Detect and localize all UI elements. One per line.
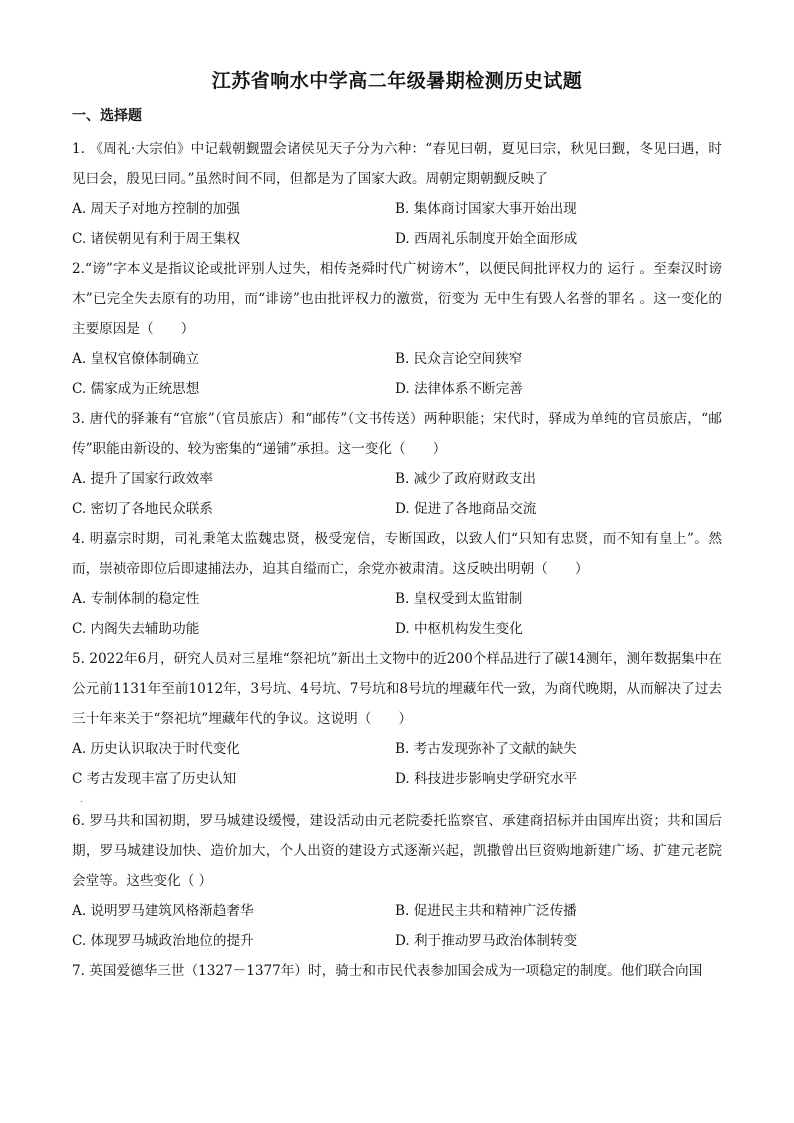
- option-b[interactable]: B. 民众言论空间狭窄: [395, 351, 523, 367]
- question-1: [72, 134, 722, 254]
- option-d[interactable]: D. 西周礼乐制度开始全面形成: [395, 231, 578, 247]
- option-b[interactable]: B. 减少了政府财政支出: [395, 471, 536, 487]
- option-b[interactable]: B. 考古发现弥补了文献的缺失: [395, 741, 577, 757]
- option-a[interactable]: A. 皇权官僚体制确立: [72, 351, 200, 367]
- option-grid: [72, 734, 722, 794]
- option-c[interactable]: C 考古发现丰富了历史认知: [72, 771, 237, 787]
- question-2: [72, 254, 722, 404]
- question-7: [72, 956, 722, 986]
- question-5: [72, 644, 722, 806]
- section-heading: 一、选择题: [72, 108, 142, 124]
- question-stem: 4. 明嘉宗时期，司礼秉笔太监魏忠贤，极受宠信，专断国政，以致人们“只知有忠贤，而不知有皇上”。然而，崇祯帝即位后即逮捕法办，迫其自缢而亡，余党亦被肃清。这反映出明朝（ ）: [72, 531, 722, 577]
- question-stem: 7. 英国爱德华三世（1327－1377年）时，骑士和市民代表参加国会成为一项稳定的制度。他们联合向国: [72, 963, 703, 979]
- option-c[interactable]: C. 密切了各地民众联系: [72, 501, 213, 517]
- option-c[interactable]: C. 诸侯朝见有利于周王集权: [72, 231, 241, 247]
- option-grid: [72, 896, 722, 956]
- page-title: 江苏省响水中学高二年级暑期检测历史试题: [211, 70, 583, 92]
- question-4: [72, 524, 722, 644]
- option-d[interactable]: D. 中枢机构发生变化: [395, 621, 523, 637]
- option-grid: [72, 584, 722, 644]
- option-a[interactable]: A. 周天子对地方控制的加强: [72, 201, 240, 217]
- option-b[interactable]: B. 集体商讨国家大事开始出现: [395, 201, 577, 217]
- question-stem: 2.“谤”字本义是指议论或批评别人过失，相传尧舜时代广树谤木”，以便民间批评权力的 运行 。至秦汉时谤木”已完全失去原有的功用，而“诽谤”也由批评权力的激赏，衍变为 无中生有毁人名誉的罪名 。这一变化的主要原因是（ ）: [72, 261, 722, 337]
- option-grid: [72, 344, 722, 404]
- option-c[interactable]: C. 内阁失去辅助功能: [72, 621, 200, 637]
- option-c[interactable]: C. 体现罗马城政治地位的提升: [72, 933, 254, 949]
- option-b[interactable]: B. 皇权受到太监钳制: [395, 591, 523, 607]
- option-d[interactable]: D. 利于推动罗马政治体制转变: [395, 933, 578, 949]
- option-b[interactable]: B. 促进民主共和精神广泛传播: [395, 903, 577, 919]
- option-a[interactable]: A. 历史认识取决于时代变化: [72, 741, 240, 757]
- stray-mark: .: [80, 795, 83, 804]
- option-c[interactable]: C. 儒家成为正统思想: [72, 381, 200, 397]
- option-d[interactable]: D. 法律体系不断完善: [395, 381, 523, 397]
- option-d[interactable]: D. 科技进步影响史学研究水平: [395, 771, 578, 787]
- question-6: [72, 806, 722, 956]
- question-stem: 3. 唐代的驿兼有“官旅”（官员旅店）和“邮传”（文书传送）两种职能；宋代时，驿成为单纯的官员旅店，“邮传”职能由新设的、较为密集的“递铺”承担。这一变化（ ）: [72, 411, 722, 457]
- option-a[interactable]: A. 说明罗马建筑风格渐趋奢华: [72, 903, 254, 919]
- option-d[interactable]: D. 促进了各地商品交流: [395, 501, 537, 517]
- option-a[interactable]: A. 提升了国家行政效率: [72, 471, 213, 487]
- option-grid: [72, 464, 722, 524]
- question-stem: 1. 《周礼·大宗伯》中记载朝觐盟会诸侯见天子分为六种：“春见曰朝，夏见曰宗，秋见曰觐，冬见曰遇，时见曰会，殷见曰同。”虽然时间不同，但都是为了国家大政。周朝定期朝觐反映了: [72, 141, 722, 187]
- question-stem: 5. 2022年6月，研究人员对三星堆“祭祀坑”新出土文物中的近200个样品进行了碳14测年，测年数据集中在公元前1131年至前1012年，3号坑、4号坑、7号坑和8号坑的埋藏年代一致，为商代晚期，从而解决了过去三十年来关于“祭祀坑”埋藏年代的争议。这说明（ ）: [72, 651, 722, 727]
- question-3: [72, 404, 722, 524]
- option-grid: [72, 194, 722, 254]
- option-a[interactable]: A. 专制体制的稳定性: [72, 591, 200, 607]
- question-stem: 6. 罗马共和国初期，罗马城建设缓慢，建设活动由元老院委托监察官、承建商招标并由国库出资；共和国后期，罗马城建设加快、造价加大，个人出资的建设方式逐渐兴起，凯撒曾出巨资购地新建广场、扩建元老院会堂等。这些变化（ ）: [72, 813, 722, 889]
